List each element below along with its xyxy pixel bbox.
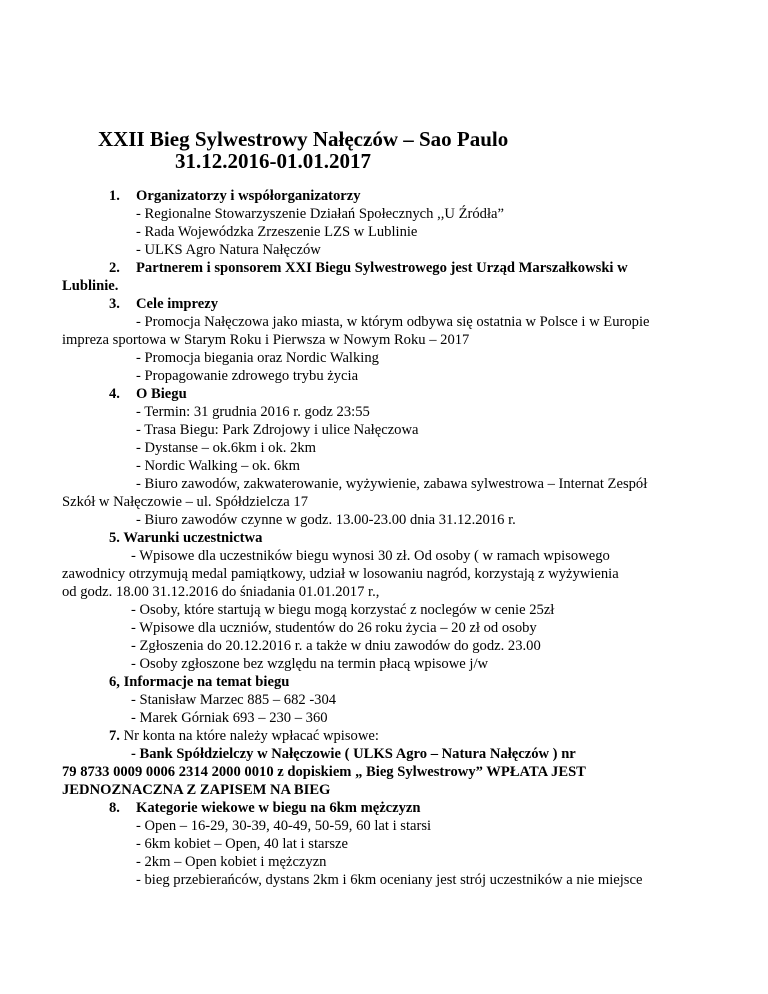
section-8-number: 8. [109, 800, 120, 816]
section-7-text: Nr konta na które należy wpłacać wpisowe: [119, 728, 379, 744]
payment-note: JEDNOZNACZNA Z ZAPISEM NA BIEG [62, 782, 331, 798]
section-3-item-cont: impreza sportowa w Starym Roku i Pierwsza w Nowym Roku – 2017 [62, 332, 470, 348]
section-5-item: - Osoby, które startują w biegu mogą korzystać z noclegów w cenie 25zł [131, 602, 555, 618]
section-4-item: - Biuro zawodów, zakwaterowanie, wyżywienie, zabawa sylwestrowa – Internat Zespół [136, 476, 648, 492]
section-1-item: - Rada Wojewódzka Zrzeszenie LZS w Lublinie [136, 224, 418, 240]
section-2-heading-cont: Lublinie. [62, 278, 119, 294]
bank-name: - Bank Spółdzielczy w Nałęczowie ( ULKS Agro – Natura Nałęczów ) nr [131, 746, 576, 762]
section-4-item-cont: Szkół w Nałęczowie – ul. Spółdzielcza 17 [62, 494, 308, 510]
section-4-item: - Biuro zawodów czynne w godz. 13.00-23.00 dnia 31.12.2016 r. [136, 512, 516, 528]
section-3-item: - Propagowanie zdrowego trybu życia [136, 368, 359, 384]
section-7-line [109, 727, 379, 745]
section-4-number: 4. [109, 386, 120, 402]
section-4-item: - Termin: 31 grudnia 2016 r. godz 23:55 [136, 404, 370, 420]
section-1-number: 1. [109, 188, 120, 204]
section-5-item: - Zgłoszenia do 20.12.2016 r. a także w dniu zawodów do godz. 23.00 [131, 638, 541, 654]
section-2-heading: Partnerem i sponsorem XXI Biegu Sylwestrowego jest Urząd Marszałkowski w [136, 260, 628, 276]
section-8-item: - 6km kobiet – Open, 40 lat i starsze [136, 836, 348, 852]
section-5-item: - Osoby zgłoszone bez względu na termin płacą wpisowe j/w [131, 656, 489, 672]
document-title: XXII Bieg Sylwestrowy Nałęczów – Sao Paulo [98, 127, 509, 151]
section-3-item: - Promocja biegania oraz Nordic Walking [136, 350, 379, 366]
section-3-heading: Cele imprezy [136, 296, 218, 312]
section-1-item: - Regionalne Stowarzyszenie Działań Społecznych ,,U Źródła” [136, 206, 504, 222]
section-5-item: - Wpisowe dla uczestników biegu wynosi 30 zł. Od osoby ( w ramach wpisowego [131, 548, 610, 564]
section-4-heading: O Biegu [136, 386, 187, 402]
section-4-item: - Dystanse – ok.6km i ok. 2km [136, 440, 316, 456]
section-8-heading: Kategorie wiekowe w biegu na 6km mężczyzn [136, 800, 421, 816]
section-6-heading: 6, Informacje na temat biegu [109, 674, 290, 690]
section-7-number: 7. [109, 728, 120, 744]
section-6-contact: - Stanisław Marzec 885 – 682 -304 [131, 692, 337, 708]
section-8-item: - bieg przebierańców, dystans 2km i 6km oceniany jest strój uczestników a nie miejsce [136, 872, 643, 888]
section-1-heading: Organizatorzy i współorganizatorzy [136, 188, 361, 204]
section-6-contact: - Marek Górniak 693 – 230 – 360 [131, 710, 328, 726]
section-5-item: - Wpisowe dla uczniów, studentów do 26 roku życia – 20 zł od osoby [131, 620, 537, 636]
bank-account-number: 79 8733 0009 0006 2314 2000 0010 z dopiskiem „ Bieg Sylwestrowy” WPŁATA JEST [62, 764, 586, 780]
section-5-item-cont: od godz. 18.00 31.12.2016 do śniadania 01.01.2017 r., [62, 584, 380, 600]
section-8-item: - 2km – Open kobiet i mężczyzn [136, 854, 327, 870]
section-2-number: 2. [109, 260, 120, 276]
section-5-item-cont: zawodnicy otrzymują medal pamiątkowy, udział w losowaniu nagród, korzystają z wyżywienia [62, 566, 619, 582]
event-dates: 31.12.2016-01.01.2017 [175, 149, 371, 173]
section-5-heading: 5. Warunki uczestnictwa [109, 530, 263, 546]
section-3-item: - Promocja Nałęczowa jako miasta, w którym odbywa się ostatnia w Polsce i w Europie [136, 314, 650, 330]
section-8-item: - Open – 16-29, 30-39, 40-49, 50-59, 60 lat i starsi [136, 818, 432, 834]
section-4-item: - Trasa Biegu: Park Zdrojowy i ulice Nałęczowa [136, 422, 419, 438]
section-3-number: 3. [109, 296, 120, 312]
section-1-item: - ULKS Agro Natura Nałęczów [136, 242, 321, 258]
section-4-item: - Nordic Walking – ok. 6km [136, 458, 300, 474]
